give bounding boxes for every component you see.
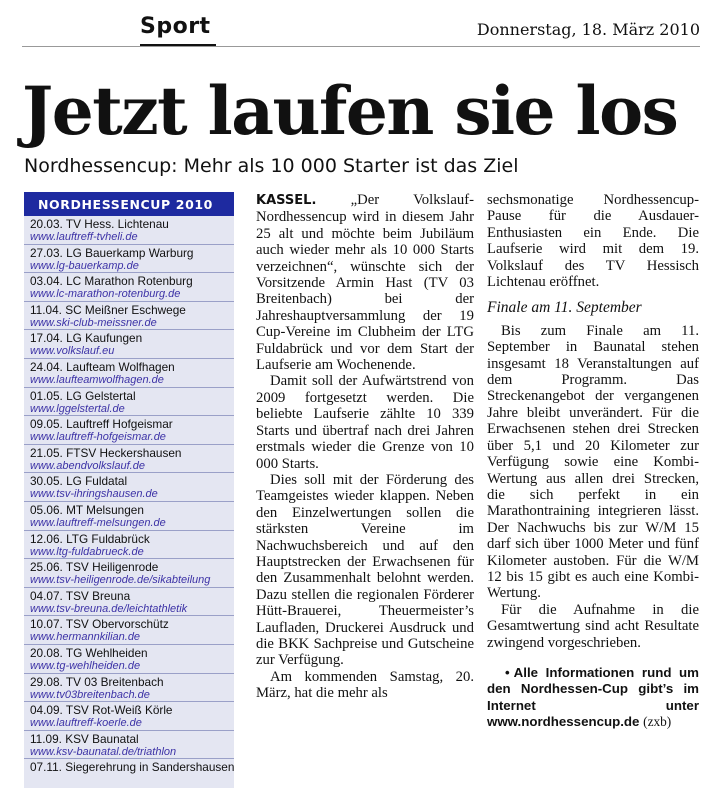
event-title: 09.05. Lauftreff Hofgeismar <box>30 418 173 432</box>
event-item <box>24 674 234 703</box>
event-item <box>24 502 234 531</box>
dateline: KASSEL. <box>256 193 317 208</box>
event-title: 20.08. TG Wehlheiden <box>30 646 148 660</box>
event-title: 03.04. LC Marathon Rotenburg <box>30 275 193 289</box>
event-title: 20.03. TV Hess. Lichtenau <box>30 218 169 231</box>
event-item <box>24 559 234 588</box>
event-item <box>24 216 234 245</box>
event-url-link[interactable]: www.lauftreff-koerle.de <box>30 717 142 730</box>
event-title: 24.04. Laufteam Wolfhagen <box>30 360 175 374</box>
article-column-1 <box>256 192 474 702</box>
event-title: 05.06. MT Melsungen <box>30 503 144 517</box>
event-title: 10.07. TSV Obervorschütz <box>30 618 169 632</box>
article-paragraph: Damit soll der Aufwärtstrend von 2009 fortgesetzt werden. Die beliebte Laufserie zählte 10 339 Starts und übertraf nach drei Jahren erstmals wieder die Grenze von 10 000 Starts. <box>256 373 474 472</box>
event-item <box>24 616 234 645</box>
article-column-2 <box>487 192 699 731</box>
event-url-link[interactable]: www.ltg-fuldabrueck.de <box>30 545 144 558</box>
event-url-link[interactable]: www.lauftreff-hofgeismar.de <box>30 431 166 444</box>
event-item <box>24 388 234 417</box>
event-url-link[interactable]: www.ski-club-meissner.de <box>30 316 157 329</box>
author-credit: (zxb) <box>643 714 672 730</box>
event-url-link[interactable]: www.tg-wehlheiden.de <box>30 659 141 672</box>
event-url-link[interactable]: www.lauftreff-melsungen.de <box>30 516 166 529</box>
event-title: 30.05. LG Fuldatal <box>30 475 128 489</box>
event-url-link[interactable]: www.tsv-heiligenrode.de/sikabteilung <box>30 574 211 587</box>
event-item <box>24 473 234 502</box>
event-title: 21.05. FTSV Heckershausen <box>30 446 182 460</box>
event-calendar-title: NORDHESSENCUP 2010 <box>24 192 234 216</box>
event-url-link[interactable]: www.tsv-breuna.de/leichtathletik <box>30 602 188 615</box>
subheadline: Nordhessencup: Mehr als 10 000 Starter ist das Ziel <box>24 155 519 177</box>
event-url-link[interactable]: www.tsv-ihringshausen.de <box>30 488 158 501</box>
event-title: 27.03. LG Bauerkamp Warburg <box>30 246 194 260</box>
event-title: 01.05. LG Gelstertal <box>30 389 136 403</box>
event-title: 04.07. TSV Breuna <box>30 589 131 603</box>
event-item <box>24 302 234 331</box>
event-item <box>24 330 234 359</box>
article-paragraph: Dies soll mit der Förderung des Teamgeistes wieder klappen. Neben den Einzelwertungen sollen die stärksten Vereine im Nachwuchsbereich und auf den Hauptstrecken der Erwachsenen für den Zusammenhalt belohnt werden. Dazu stellen die regionalen Förderer Hütt-Brauerei, Theuermeister’s Laufladen, Druckerei Ausdruck und die BKK Sachpreise und Gutscheine zur Verfügung. <box>256 471 474 669</box>
event-item <box>24 645 234 674</box>
event-url-link[interactable]: www.lggelstertal.de <box>30 402 125 415</box>
event-title: 11.09. KSV Baunatal <box>30 732 139 746</box>
article-paragraph: Am kommenden Samstag, 20. März, hat die mehr als <box>256 668 474 702</box>
event-title: 29.08. TV 03 Breitenbach <box>30 675 164 689</box>
event-item <box>24 531 234 560</box>
section-tag: Sport <box>140 14 211 39</box>
event-url-link[interactable]: www.tv03breitenbach.de <box>30 688 150 701</box>
event-url-link[interactable]: www.ksv-baunatal.de/triathlon <box>30 745 177 758</box>
event-url-link[interactable]: www.volkslauf.eu <box>30 345 115 358</box>
article-paragraph: KASSEL. „Der Volkslauf-Nordhessencup wird in diesem Jahr 25 alt und möchte beim Jubiläum auch wieder mehr als 10 000 Starts verzeichnen“, wünschte sich der Vorsitzende Armin Hast (TV 03 Breitenbach) bei der Jahreshauptversammlung der 19 Cup-Vereine im Clubheim der LTG Fuldabrück und vor dem Start der Laufserie am Wochenende. <box>256 192 474 374</box>
issue-date: Donnerstag, 18. März 2010 <box>476 20 700 39</box>
event-item <box>24 273 234 302</box>
event-url-link[interactable]: www.lauftreff-tvheli.de <box>30 231 138 243</box>
article-paragraph: sechsmonatige Nordhessencup-Pause für die Ausdauer-Enthusiasten ein Ende. Die Laufserie wird mit dem 19. Volkslauf des TV Hessisch Lichtenau eröffnet. <box>487 192 699 291</box>
event-item <box>24 731 234 760</box>
event-list <box>24 216 234 788</box>
event-title: 12.06. LTG Fuldabrück <box>30 532 150 546</box>
event-url-link[interactable]: www.abendvolkslauf.de <box>30 459 145 472</box>
event-url-link[interactable]: www.lc-marathon-rotenburg.de <box>30 288 181 301</box>
info-text: Alle Informationen rund um den Nordhessen-Cup gibt’s im Internet unter www.nordhessencup.de <box>487 664 699 730</box>
bullet-icon: • <box>505 664 510 680</box>
event-calendar-box <box>24 192 234 788</box>
event-item <box>24 245 234 274</box>
article-paragraph: Für die Aufnahme in die Gesamtwertung sind acht Resultate zwingend vorgeschrieben. <box>487 601 699 651</box>
info-box <box>487 665 699 731</box>
event-url-link[interactable]: www.laufteamwolfhagen.de <box>30 373 164 386</box>
event-title: 07.11. Siegerehrung in Sandershausen <box>30 761 234 775</box>
article-paragraph: Bis zum Finale am 11. September in Baunatal stehen insgesamt 18 Veranstaltungen auf dem Programm. Das Streckenangebot der vergangenen Jahre bleibt unverändert. Für die Erwachsenen stehen drei Strecken über 5,1 und 20 Kilometer zur Verfügung sowie eine Kombi-Wertung aus allen drei Strecken, die sich perfekt in ein Marathontraining integrieren lässt. Der Nachwuchs bis zur W/M 15 darf sich über 1000 Meter und fünf Kilometer austoben. Für die W/M 12 bis 15 gibt es auch eine Kombi-Wertung. <box>487 322 699 602</box>
event-item <box>24 416 234 445</box>
event-url-link[interactable]: www.hermannkilian.de <box>30 631 141 644</box>
event-item <box>24 359 234 388</box>
event-title: 17.04. LG Kaufungen <box>30 332 143 346</box>
event-item <box>24 588 234 617</box>
article-subtitle: Finale am 11. September <box>487 299 642 317</box>
event-title: 11.04. SC Meißner Eschwege <box>30 303 186 317</box>
event-title: 25.06. TSV Heiligenrode <box>30 561 159 575</box>
event-title: 04.09. TSV Rot-Weiß Körle <box>30 704 173 718</box>
header-rule <box>22 46 700 47</box>
event-url-link[interactable]: www.lg-bauerkamp.de <box>30 259 139 272</box>
event-item <box>24 702 234 731</box>
event-item <box>24 445 234 474</box>
headline: Jetzt laufen sie los <box>22 72 678 150</box>
event-item <box>24 759 234 788</box>
